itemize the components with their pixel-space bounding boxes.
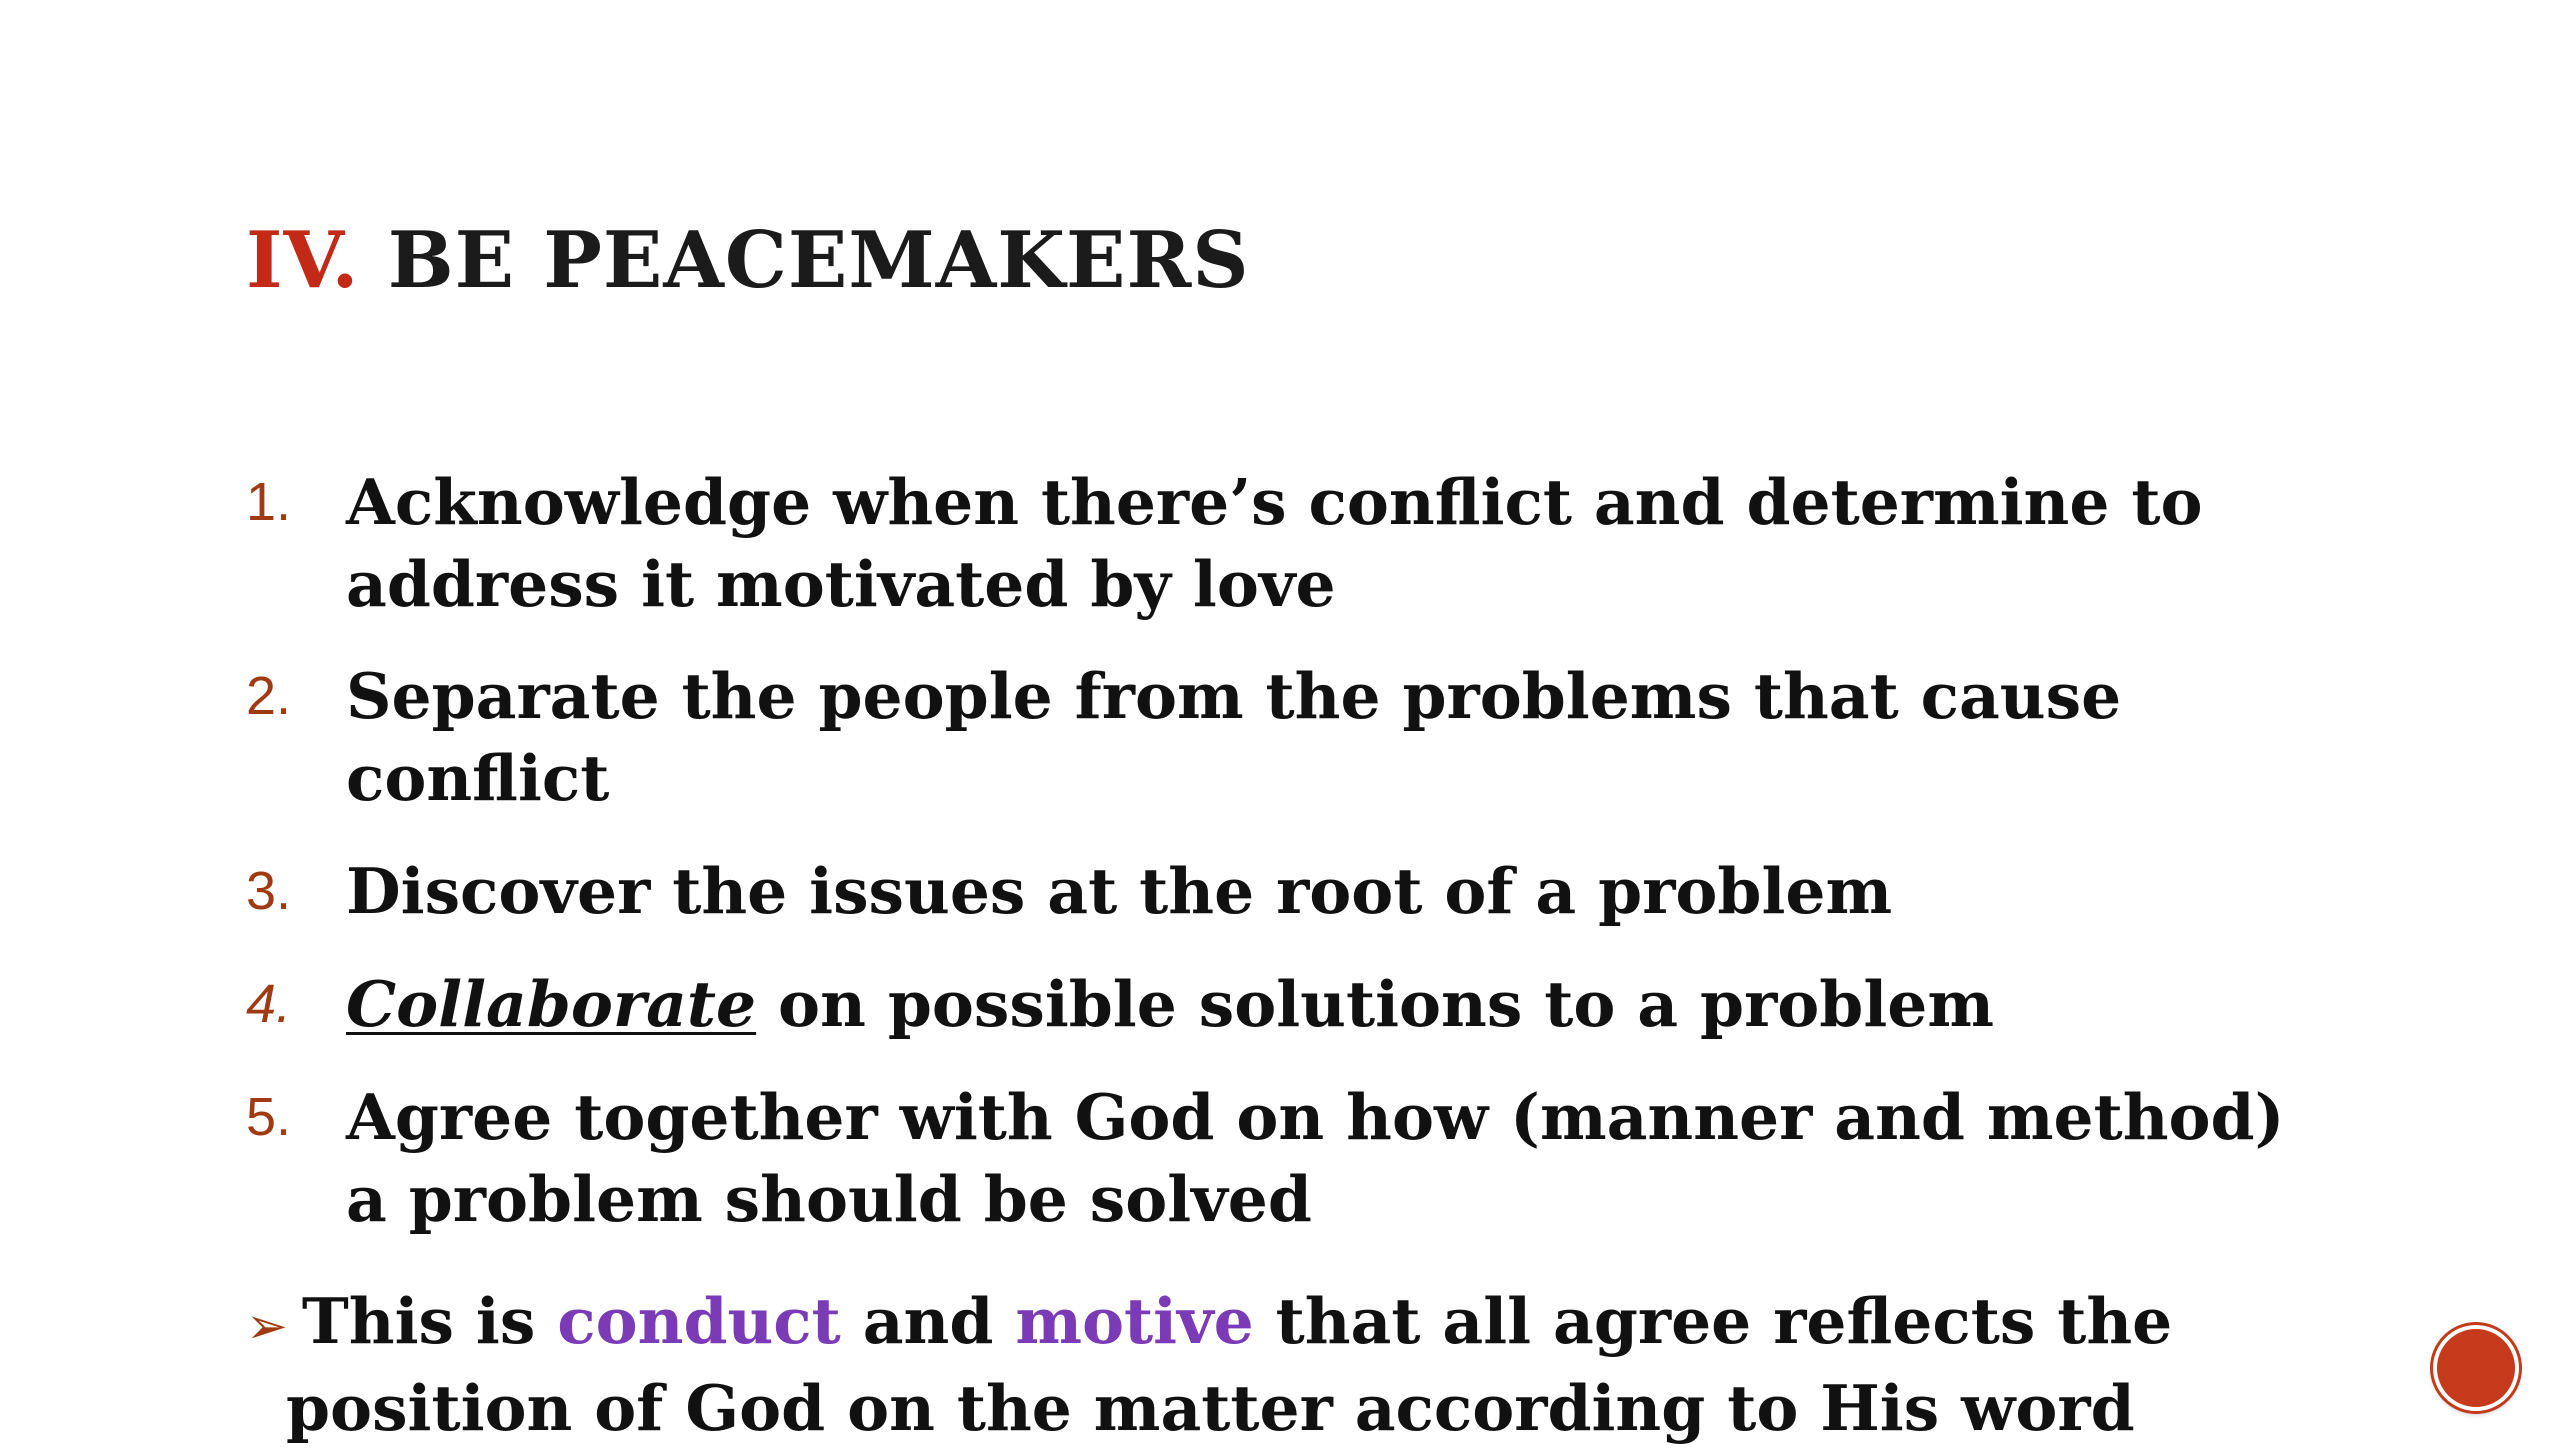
list-item-line: Acknowledge when there’s conflict and determine to	[346, 465, 2203, 539]
list-item-text	[346, 963, 2446, 1045]
conclusion-text: This is	[301, 1284, 558, 1358]
list-item-number: 5.	[246, 1087, 292, 1147]
conclusion-line-1	[246, 1280, 2446, 1367]
list-item-line: conflict	[346, 741, 610, 815]
highlight-motive: motive	[1015, 1284, 1254, 1358]
list-item-text	[346, 655, 2446, 819]
slide-nav-button[interactable]	[2433, 1325, 2519, 1411]
conclusion-bullet	[246, 1280, 2446, 1449]
conclusion-line-2: position of God on the matter according to His word	[286, 1371, 2135, 1445]
list-item-text	[346, 850, 2446, 932]
emphasized-word: Collaborate	[346, 967, 757, 1041]
list-item-number: 2.	[246, 666, 292, 726]
conclusion-text: that all agree reflects the	[1253, 1284, 2173, 1358]
list-item-line: address it motivated by love	[346, 547, 1336, 621]
title-numeral: IV.	[246, 215, 360, 306]
list-item-number: 1.	[246, 472, 292, 532]
list-item-line: Separate the people from the problems that cause	[346, 659, 2122, 733]
list-item-number: 3.	[246, 861, 292, 921]
list-item-line: Agree together with God on how (manner and method)	[346, 1080, 2285, 1154]
arrow-bullet-icon: ➢	[246, 1297, 288, 1355]
list-item-rest: on possible solutions to a problem	[756, 967, 1995, 1041]
slide-title	[246, 215, 1250, 306]
highlight-conduct: conduct	[557, 1284, 841, 1358]
conclusion-text: and	[840, 1284, 1016, 1358]
list-item-text	[346, 461, 2446, 625]
list-item-line: a problem should be solved	[346, 1162, 1312, 1236]
list-item-number: 4.	[246, 974, 292, 1034]
list-item-line: Discover the issues at the root of a problem	[346, 854, 1893, 928]
list-item-text	[346, 1076, 2446, 1240]
title-text: BE PEACEMAKERS	[387, 215, 1250, 306]
